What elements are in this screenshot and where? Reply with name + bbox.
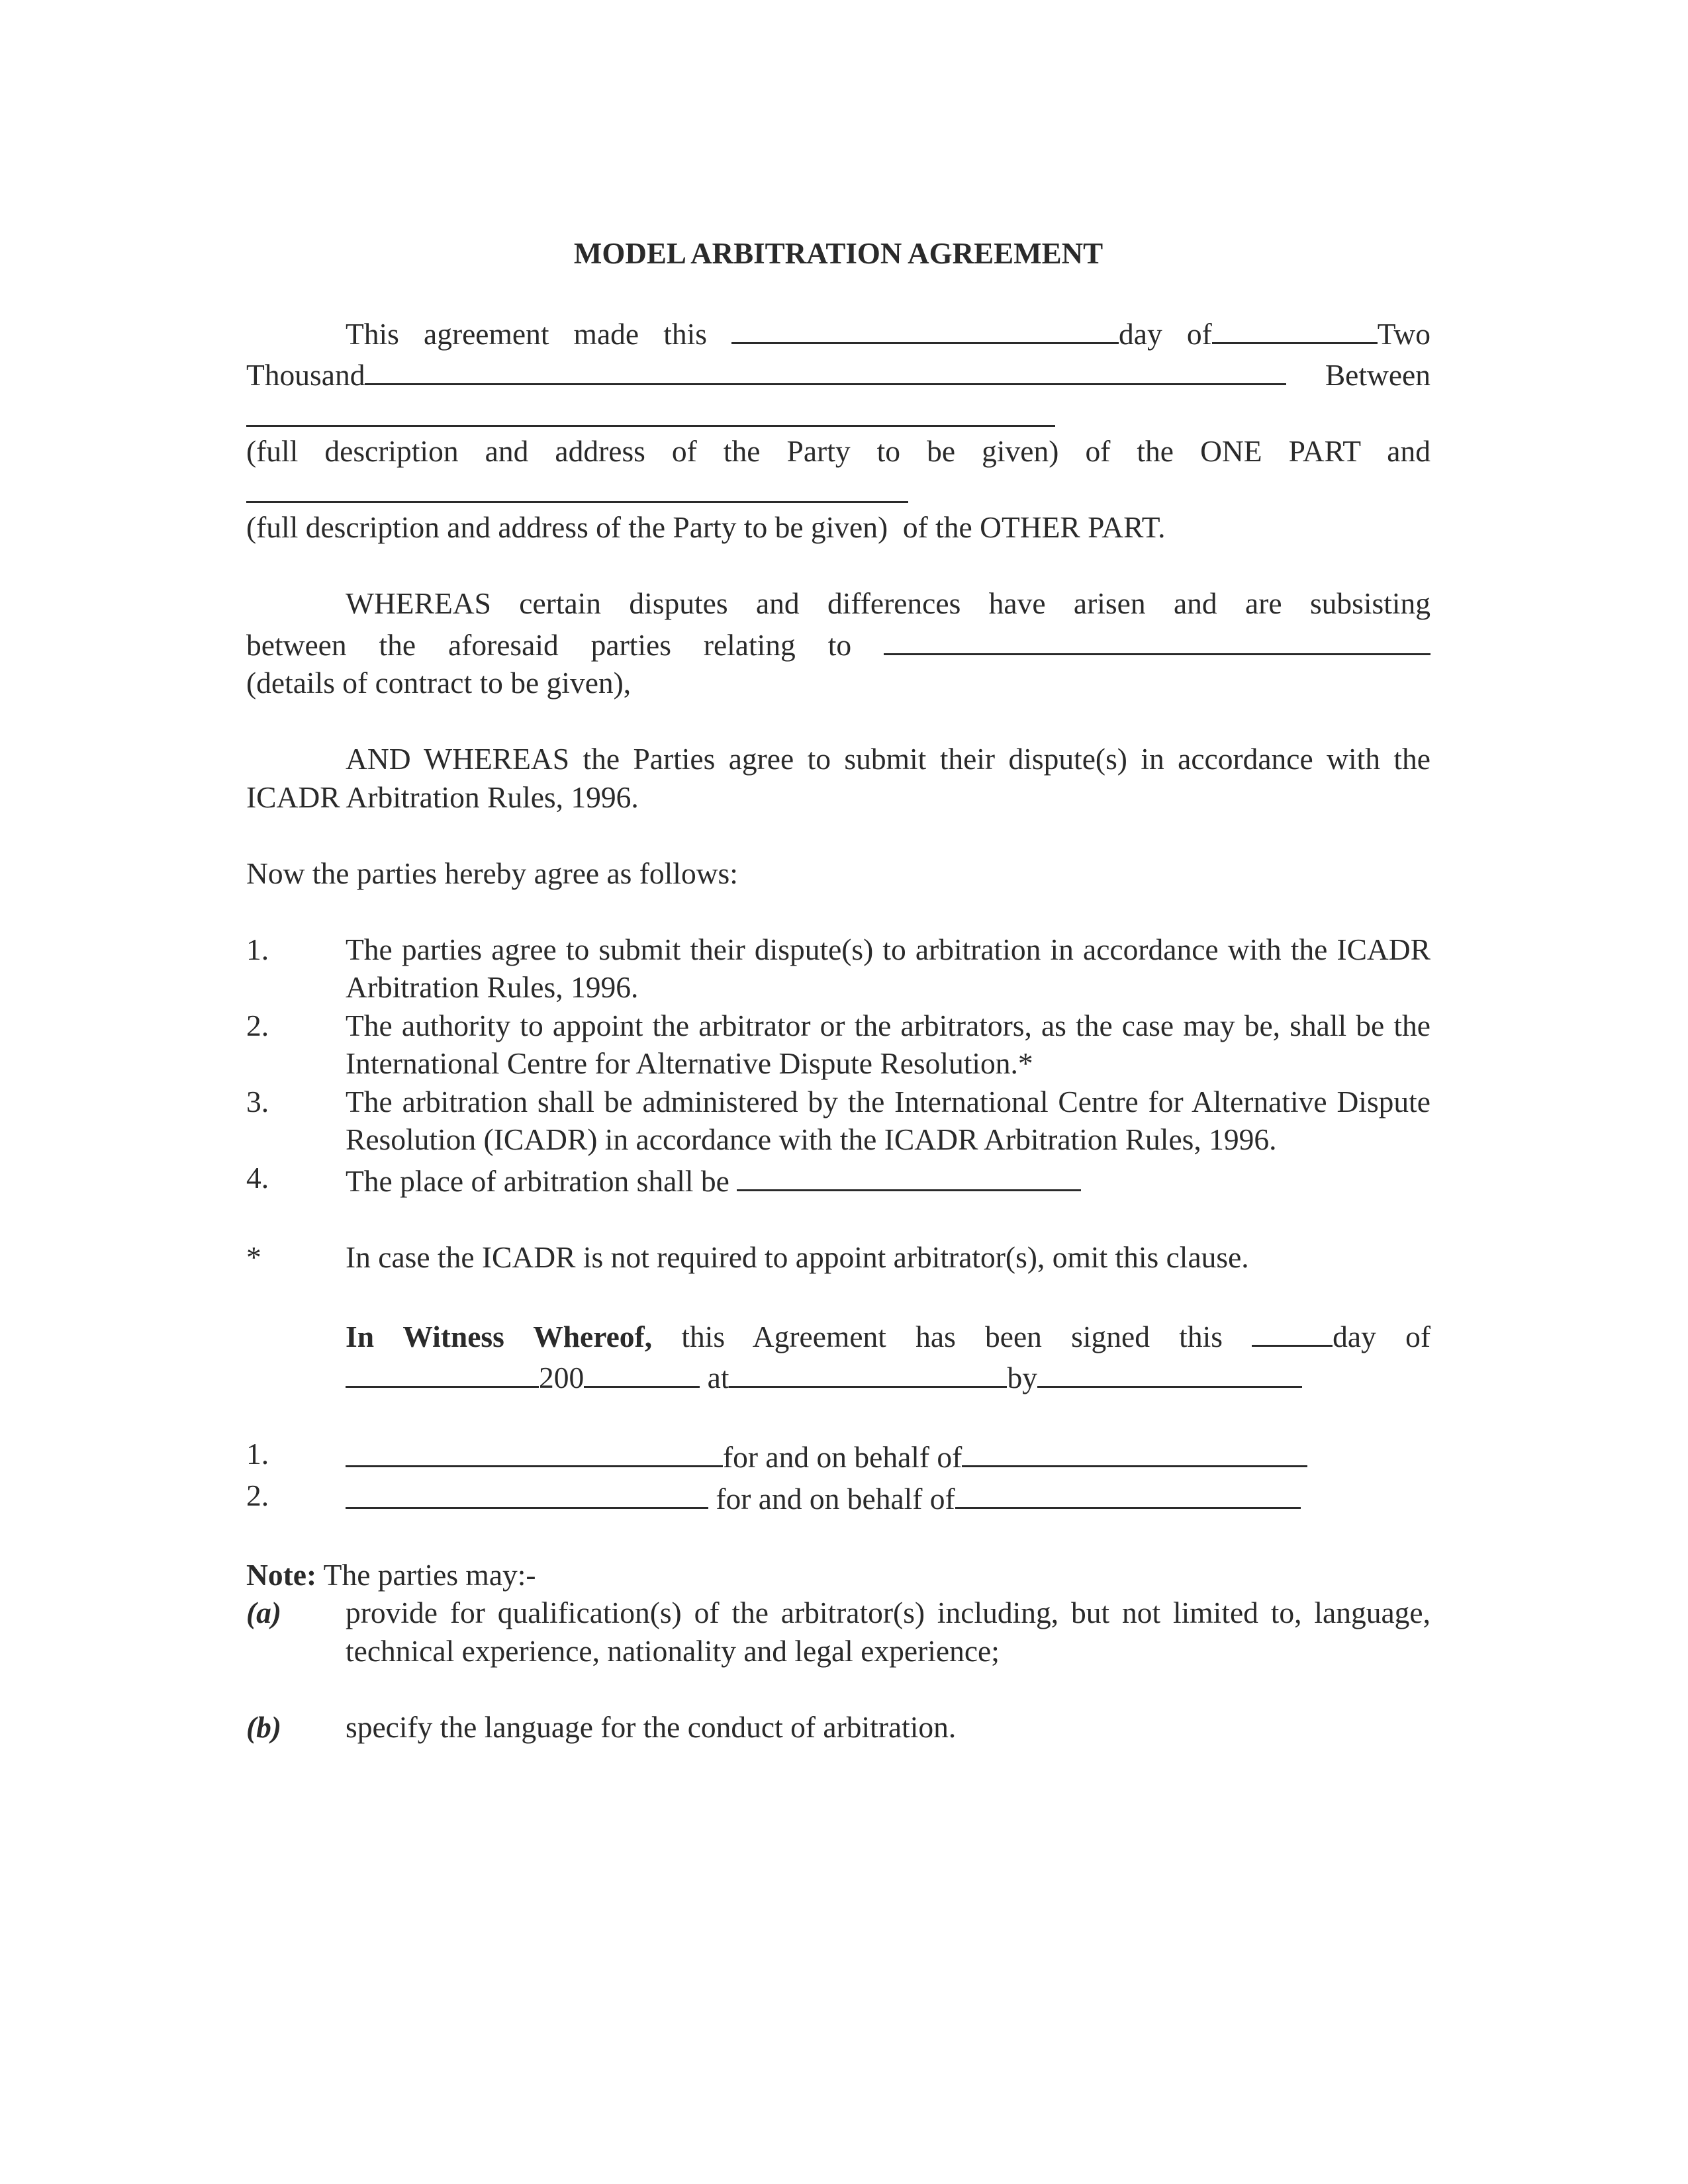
- footnote: * In case the ICADR is not required to appoint arbitrator(s), omit this clause.: [246, 1240, 1249, 1274]
- on-behalf-blank[interactable]: [955, 1477, 1301, 1509]
- whereas-line-2: between the aforesaid parties relating to: [246, 623, 1430, 664]
- witness-month-blank[interactable]: [346, 1355, 539, 1388]
- witness-day-blank[interactable]: [1252, 1314, 1333, 1347]
- signature-line: 1. for and on behalf of: [246, 1435, 1430, 1477]
- witness-place-blank[interactable]: [729, 1355, 1007, 1388]
- clause-item: 2. The authority to appoint the arbitrator or the arbitrators, as the case may be, shall be the International Centre for Alternative Dispute Resolution.*: [246, 1008, 1430, 1080]
- place-of-arbitration-blank[interactable]: [737, 1159, 1081, 1191]
- note-item: (b) specify the language for the conduct of arbitration.: [246, 1709, 957, 1744]
- signature-list: [246, 1435, 1430, 1518]
- year-blank[interactable]: [365, 353, 1286, 385]
- signature-line: 2. for and on behalf of: [246, 1477, 1430, 1518]
- agreement-intro: Now the parties hereby agree as follows:: [246, 856, 738, 890]
- clause-item: 1. The parties agree to submit their dispute(s) to arbitration in accordance with the ICADR Arbitration Rules, 1996.: [246, 932, 1430, 1004]
- whereas-line-1: WHEREAS certain disputes and differences have arisen and are subsisting: [346, 586, 1430, 620]
- party2-name-line: [246, 471, 1430, 509]
- document-title: MODEL ARBITRATION AGREEMENT: [573, 237, 1103, 270]
- party2-blank[interactable]: [246, 471, 908, 503]
- signature-blank[interactable]: [346, 1477, 708, 1509]
- on-behalf-blank[interactable]: [962, 1435, 1307, 1467]
- document-page: [246, 235, 1430, 1746]
- note-heading: Note: The parties may:-: [246, 1557, 536, 1592]
- witness-by-blank[interactable]: [1037, 1355, 1302, 1388]
- witness-clause: [246, 1314, 1430, 1397]
- witness-line-2: 200 at by: [346, 1355, 1430, 1397]
- note-item: (a) provide for qualification(s) of the arbitrator(s) including, but not limited to, language, technical experience, nationality and legal experience;: [246, 1596, 1430, 1668]
- opening-line-2: Thousand Between: [246, 353, 1430, 394]
- party1-blank[interactable]: [246, 394, 1055, 427]
- and-whereas-paragraph: AND WHEREAS the Parties agree to submit their dispute(s) in accordance with the ICADR Arbitration Rules, 1996.: [246, 742, 1430, 814]
- clause-item: 3. The arbitration shall be administered by the International Centre for Alternative Dispute Resolution (ICADR) in accordance with the ICADR Arbitration Rules, 1996.: [246, 1084, 1430, 1156]
- signature-blank[interactable]: [346, 1435, 723, 1467]
- note-section: [246, 1556, 1430, 1747]
- party2-description: (full description and address of the Party to be given) of the OTHER PART.: [246, 510, 1166, 544]
- opening-paragraph: [246, 312, 1430, 547]
- whereas-paragraph: [246, 584, 1430, 702]
- opening-line-1: This agreement made this day of Two: [246, 312, 1430, 353]
- month-blank[interactable]: [1212, 312, 1378, 344]
- witness-year-blank[interactable]: [584, 1355, 700, 1388]
- whereas-line-3: (details of contract to be given),: [246, 666, 632, 700]
- clause-list: [246, 931, 1430, 1201]
- clause-item: 4. The place of arbitration shall be: [246, 1159, 1430, 1201]
- party1-description: (full description and address of the Party to be given) of the ONE PART and: [246, 434, 1430, 468]
- date-day-blank[interactable]: [731, 312, 1119, 344]
- party1-name-line: [246, 394, 1430, 433]
- witness-line-1: In Witness Whereof, this Agreement has been signed this day of: [346, 1314, 1430, 1356]
- contract-subject-blank[interactable]: [884, 623, 1430, 655]
